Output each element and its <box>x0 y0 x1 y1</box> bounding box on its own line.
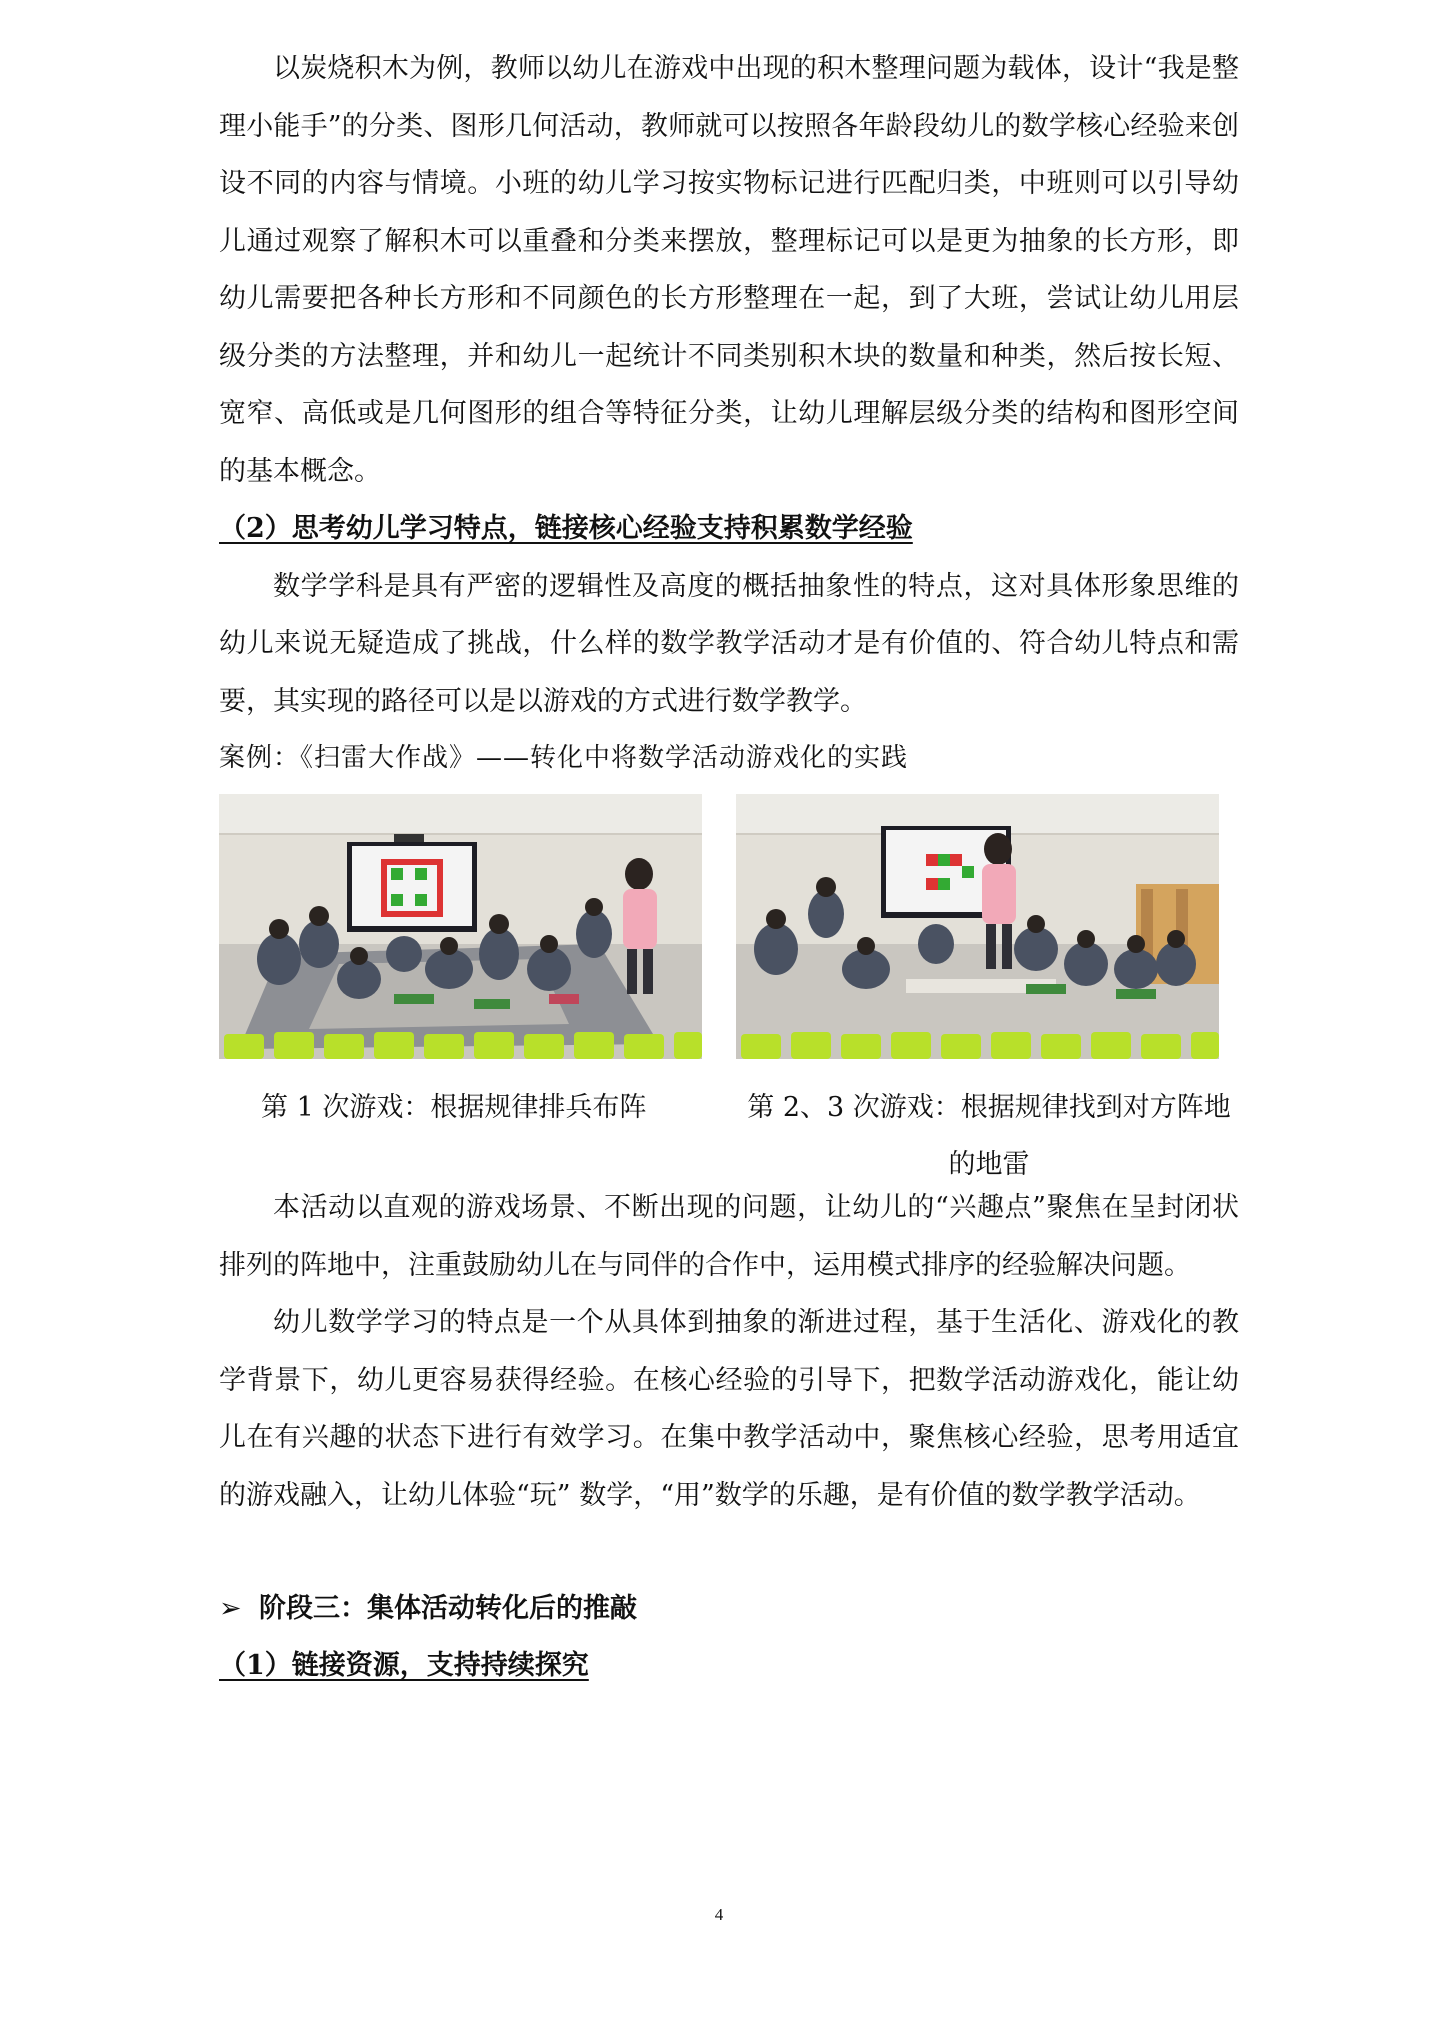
paragraph-learning-features: 幼儿数学学习的特点是一个从具体到抽象的渐进过程，基于生活化、游戏化的教学背景下，幼儿更容易获得经验。在核心经验的引导下，把数学活动游戏化，能让幼儿在有兴趣的状态下进行有效学习。在集中教学活动中，聚焦核心经验，思考用适宜的游戏融入，让幼儿体验“玩” 数学，“用”数学的乐趣，是有价值的数学教学活动。 <box>219 1307 1239 1511</box>
paragraph-activity-description: 本活动以直观的游戏场景、不断出现的问题，让幼儿的“兴趣点”聚焦在呈封闭状排列的阵地中，注重鼓励幼儿在与同伴的合作中，运用模式排序的经验解决问题。 <box>219 1192 1239 1281</box>
photo-1-caption: 第 1 次游戏：根据规律排兵布阵 <box>261 1092 647 1123</box>
section-heading-3 <box>219 1637 1239 1695</box>
photo-2-caption: 第 2、3 次游戏：根据规律找到对方阵地的地雷 <box>747 1092 1231 1180</box>
photo-captions <box>219 1079 1239 1199</box>
section-heading-2 <box>219 500 1239 558</box>
stage-three-heading <box>219 1580 1239 1637</box>
stage-three-title: 阶段三：集体活动转化后的推敲 <box>259 1593 637 1624</box>
section-heading-2-text: （2）思考幼儿学习特点，链接核心经验支持积累数学经验 <box>219 513 913 544</box>
spacer <box>219 1524 1239 1580</box>
arrow-bullet-icon: ➢ <box>219 1593 242 1624</box>
case-title: 案例：《扫雷大作战》——转化中将数学活动游戏化的实践 <box>219 743 909 773</box>
photo-row <box>219 794 1239 1059</box>
paragraph-block-sorting: 以炭烧积木为例，教师以幼儿在游戏中出现的积木整理问题为载体，设计“我是整理小能手”的分类、图形几何活动，教师就可以按照各年龄段幼儿的数学核心经验来创设不同的内容与情境。小班的幼儿学习按实物标记进行匹配归类，中班则可以引导幼儿通过观察了解积木可以重叠和分类来摆放，整理标记可以是更为抽象的长方形，即幼儿需要把各种长方形和不同颜色的长方形整理在一起，到了大班，尝试让幼儿用层级分类的方法整理，并和幼儿一起统计不同类别积木块的数量和种类，然后按长短、宽窄、高低或是几何图形的组合等特征分类，让幼儿理解层级分类的结构和图形空间的基本概念。 <box>219 53 1239 487</box>
paragraph-math-features: 数学学科是具有严密的逻辑性及高度的概括抽象性的特点，这对具体形象思维的幼儿来说无疑造成了挑战，什么样的数学教学活动才是有价值的、符合幼儿特点和需要，其实现的路径可以是以游戏的方式进行数学教学。 <box>219 570 1239 717</box>
document-page <box>219 40 1239 1695</box>
classroom-photo-2 <box>736 794 1219 1059</box>
classroom-photo-1 <box>219 794 702 1059</box>
section-heading-3-text: （1）链接资源，支持持续探究 <box>219 1650 589 1681</box>
page-number: 4 <box>714 1905 724 1924</box>
